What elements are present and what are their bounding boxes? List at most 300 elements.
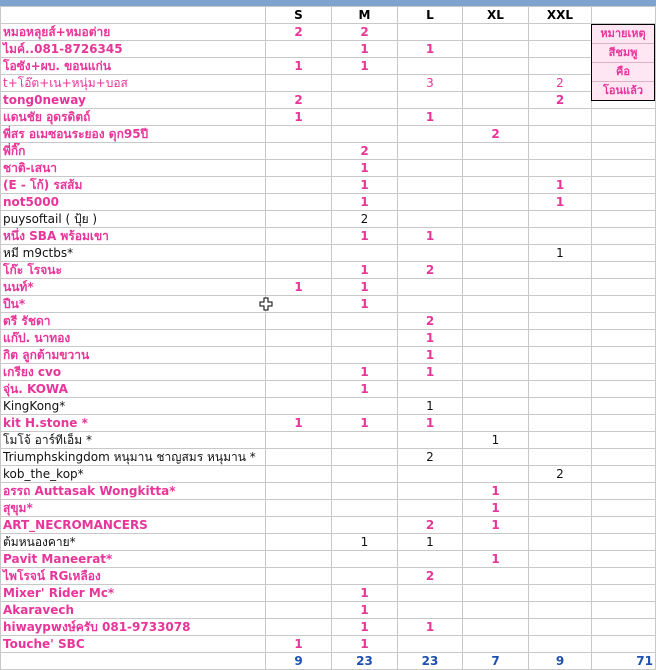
cell-xl[interactable]: [463, 24, 529, 41]
cell-note[interactable]: [592, 432, 656, 449]
cell-s[interactable]: [266, 602, 332, 619]
cell-xl[interactable]: [463, 313, 529, 330]
cell-xl[interactable]: [463, 194, 529, 211]
row-name: ตรี รัชดา: [3, 314, 51, 328]
cell-xl[interactable]: [463, 262, 529, 279]
cell-l[interactable]: [398, 517, 463, 534]
cell-s[interactable]: [266, 228, 332, 245]
cell-xxl[interactable]: [529, 483, 592, 500]
cell-m[interactable]: [332, 143, 398, 160]
cell-xxl[interactable]: [529, 58, 592, 75]
cell-l[interactable]: [398, 262, 463, 279]
cell-xl[interactable]: [463, 381, 529, 398]
cell-xxl-value: 1: [555, 195, 565, 209]
cell-xxl[interactable]: [529, 296, 592, 313]
table-row: [1, 41, 656, 58]
cell-s[interactable]: [266, 143, 332, 160]
cell-xl[interactable]: [463, 92, 529, 109]
cell-note[interactable]: [592, 211, 656, 228]
cell-m[interactable]: [332, 245, 398, 262]
cell-xl[interactable]: [463, 500, 529, 517]
cell-m[interactable]: [332, 534, 398, 551]
cell-note[interactable]: [592, 347, 656, 364]
table-row: [1, 24, 656, 41]
cell-xxl[interactable]: [529, 602, 592, 619]
row-name-cell[interactable]: [1, 432, 266, 449]
cell-l[interactable]: [398, 160, 463, 177]
cell-s[interactable]: [266, 41, 332, 58]
cell-xl[interactable]: [463, 228, 529, 245]
cell-note[interactable]: [592, 619, 656, 636]
cell-m[interactable]: [332, 568, 398, 585]
cell-m[interactable]: [332, 41, 398, 58]
cell-note[interactable]: [592, 330, 656, 347]
total-m[interactable]: 23: [332, 653, 398, 670]
cell-xl[interactable]: [463, 551, 529, 568]
cell-l-value: 1: [425, 331, 435, 345]
row-name-cell[interactable]: [1, 347, 266, 364]
table-row: [1, 58, 656, 75]
cell-note[interactable]: [592, 551, 656, 568]
cell-s[interactable]: [266, 347, 332, 364]
cell-xxl[interactable]: [529, 347, 592, 364]
cell-s[interactable]: [266, 262, 332, 279]
cell-l[interactable]: [398, 194, 463, 211]
cell-l[interactable]: [398, 143, 463, 160]
cell-m[interactable]: [332, 296, 398, 313]
cell-s[interactable]: [266, 534, 332, 551]
cell-l[interactable]: [398, 636, 463, 653]
cell-m[interactable]: [332, 194, 398, 211]
cell-s[interactable]: [266, 194, 332, 211]
row-name: เกรียง cvo: [3, 365, 62, 379]
cell-m[interactable]: [332, 126, 398, 143]
cell-xl[interactable]: [463, 143, 529, 160]
cell-s[interactable]: [266, 432, 332, 449]
cell-l[interactable]: [398, 313, 463, 330]
cell-m[interactable]: [332, 500, 398, 517]
row-name-cell[interactable]: [1, 364, 266, 381]
cell-xxl[interactable]: [529, 313, 592, 330]
cell-l[interactable]: [398, 75, 463, 92]
row-name-cell[interactable]: [1, 41, 266, 58]
row-name-cell[interactable]: [1, 619, 266, 636]
cell-note[interactable]: [592, 296, 656, 313]
cell-xxl[interactable]: [529, 619, 592, 636]
cell-l[interactable]: [398, 398, 463, 415]
cell-m[interactable]: [332, 585, 398, 602]
cell-l[interactable]: [398, 500, 463, 517]
cell-l[interactable]: [398, 364, 463, 381]
cell-note[interactable]: [592, 500, 656, 517]
cell-xl[interactable]: [463, 364, 529, 381]
cell-s[interactable]: [266, 619, 332, 636]
cell-m[interactable]: [332, 636, 398, 653]
total-xxl[interactable]: 9: [529, 653, 592, 670]
cell-xxl[interactable]: [529, 75, 592, 92]
cell-l[interactable]: [398, 347, 463, 364]
cell-s[interactable]: [266, 449, 332, 466]
cell-l[interactable]: [398, 551, 463, 568]
row-name: พี่กิ๊ก: [3, 144, 26, 158]
cell-s[interactable]: [266, 517, 332, 534]
totals-label-cell[interactable]: [1, 653, 266, 670]
cell-l[interactable]: [398, 602, 463, 619]
cell-xxl[interactable]: [529, 517, 592, 534]
row-name-cell[interactable]: [1, 568, 266, 585]
cell-note[interactable]: [592, 636, 656, 653]
cell-xxl[interactable]: [529, 262, 592, 279]
cell-xl[interactable]: [463, 534, 529, 551]
cell-m[interactable]: [332, 160, 398, 177]
total-l[interactable]: 23: [398, 653, 463, 670]
table-row: [1, 364, 656, 381]
cell-xxl[interactable]: [529, 177, 592, 194]
row-name-cell[interactable]: [1, 245, 266, 262]
cell-l[interactable]: [398, 381, 463, 398]
row-name-cell[interactable]: [1, 415, 266, 432]
row-name-cell[interactable]: [1, 500, 266, 517]
cell-xxl[interactable]: [529, 109, 592, 126]
cell-s[interactable]: [266, 568, 332, 585]
cell-m-value: 1: [360, 195, 369, 209]
cell-note[interactable]: [592, 126, 656, 143]
cell-m[interactable]: [332, 24, 398, 41]
cell-xl[interactable]: [463, 432, 529, 449]
cell-xl[interactable]: [463, 602, 529, 619]
cell-m[interactable]: [332, 211, 398, 228]
cell-l[interactable]: [398, 449, 463, 466]
cell-xxl[interactable]: [529, 381, 592, 398]
table-row: [1, 296, 656, 313]
row-name-cell[interactable]: [1, 449, 266, 466]
cell-note[interactable]: [592, 143, 656, 160]
cell-l[interactable]: [398, 245, 463, 262]
cell-m[interactable]: [332, 347, 398, 364]
cell-note[interactable]: [592, 585, 656, 602]
cell-xl[interactable]: [463, 483, 529, 500]
cell-m[interactable]: [332, 449, 398, 466]
cell-s-value: 1: [294, 59, 303, 73]
cell-s[interactable]: [266, 500, 332, 517]
cell-m[interactable]: [332, 602, 398, 619]
row-name-cell[interactable]: [1, 517, 266, 534]
cell-m[interactable]: [332, 177, 398, 194]
cell-s[interactable]: [266, 381, 332, 398]
row-name: หมอหลุยส์+หมอต่าย: [3, 25, 111, 39]
cell-s[interactable]: [266, 330, 332, 347]
cell-note[interactable]: [592, 398, 656, 415]
cell-s[interactable]: [266, 279, 332, 296]
cell-s[interactable]: [266, 245, 332, 262]
cell-xl[interactable]: [463, 517, 529, 534]
cell-xl[interactable]: [463, 126, 529, 143]
cell-xxl[interactable]: [529, 466, 592, 483]
cell-m[interactable]: [332, 619, 398, 636]
cell-m[interactable]: [332, 432, 398, 449]
header-s[interactable]: S: [266, 7, 332, 24]
cell-note[interactable]: [592, 517, 656, 534]
cell-note[interactable]: [592, 279, 656, 296]
cell-l[interactable]: [398, 296, 463, 313]
row-name-cell[interactable]: [1, 381, 266, 398]
cell-xl[interactable]: [463, 75, 529, 92]
header-m[interactable]: M: [332, 7, 398, 24]
table-row: [1, 551, 656, 568]
cell-m[interactable]: [332, 398, 398, 415]
row-name-cell[interactable]: [1, 109, 266, 126]
cell-note[interactable]: [592, 466, 656, 483]
cell-l[interactable]: [398, 432, 463, 449]
row-name-cell[interactable]: [1, 194, 266, 211]
cell-xxl[interactable]: [529, 228, 592, 245]
cell-note[interactable]: [592, 228, 656, 245]
cell-l[interactable]: [398, 109, 463, 126]
cell-s[interactable]: [266, 160, 332, 177]
cell-s[interactable]: [266, 177, 332, 194]
cell-note[interactable]: [592, 381, 656, 398]
cell-m[interactable]: [332, 415, 398, 432]
cell-xl[interactable]: [463, 347, 529, 364]
cell-xxl[interactable]: [529, 279, 592, 296]
cell-s[interactable]: [266, 211, 332, 228]
cell-s[interactable]: [266, 398, 332, 415]
cell-m[interactable]: [332, 483, 398, 500]
cell-l[interactable]: [398, 534, 463, 551]
cell-l[interactable]: [398, 126, 463, 143]
cell-note[interactable]: [592, 109, 656, 126]
row-name: ชาติ-เสนา: [3, 161, 58, 175]
cell-note[interactable]: [592, 177, 656, 194]
cell-xxl[interactable]: [529, 143, 592, 160]
cell-xxl[interactable]: [529, 245, 592, 262]
row-name-cell[interactable]: [1, 24, 266, 41]
header-name[interactable]: [1, 7, 266, 24]
row-name: not5000: [3, 195, 59, 209]
cell-l[interactable]: [398, 585, 463, 602]
row-name-cell[interactable]: [1, 126, 266, 143]
cell-m[interactable]: [332, 330, 398, 347]
cell-m[interactable]: [332, 228, 398, 245]
row-name-cell[interactable]: [1, 92, 266, 109]
cell-xxl[interactable]: [529, 585, 592, 602]
cell-s[interactable]: [266, 109, 332, 126]
cell-s[interactable]: [266, 483, 332, 500]
cell-s-value: 2: [294, 93, 303, 107]
cell-xxl[interactable]: [529, 551, 592, 568]
cell-xxl[interactable]: [529, 500, 592, 517]
cell-xxl[interactable]: [529, 41, 592, 58]
cell-xl[interactable]: [463, 177, 529, 194]
cell-m[interactable]: [332, 109, 398, 126]
row-name-cell[interactable]: [1, 228, 266, 245]
row-name-cell[interactable]: [1, 58, 266, 75]
cell-l[interactable]: [398, 41, 463, 58]
cell-s[interactable]: [266, 636, 332, 653]
row-name-cell[interactable]: [1, 398, 266, 415]
cell-xl[interactable]: [463, 58, 529, 75]
row-name-cell[interactable]: [1, 551, 266, 568]
row-name-cell[interactable]: [1, 636, 266, 653]
cell-s[interactable]: [266, 364, 332, 381]
cell-l[interactable]: [398, 415, 463, 432]
cell-xl[interactable]: [463, 415, 529, 432]
cell-note[interactable]: [592, 534, 656, 551]
cell-xxl[interactable]: [529, 398, 592, 415]
cell-note[interactable]: [592, 262, 656, 279]
cell-xl[interactable]: [463, 636, 529, 653]
cell-s[interactable]: [266, 313, 332, 330]
row-name-cell[interactable]: [1, 313, 266, 330]
cell-note[interactable]: [592, 483, 656, 500]
cell-l-value: 1: [425, 620, 435, 634]
cell-xxl[interactable]: [529, 415, 592, 432]
total-xl[interactable]: 7: [463, 653, 529, 670]
cell-xxl[interactable]: [529, 568, 592, 585]
cell-xl[interactable]: [463, 279, 529, 296]
table-row: [1, 585, 656, 602]
cell-m[interactable]: [332, 75, 398, 92]
cell-m[interactable]: [332, 262, 398, 279]
cell-xxl[interactable]: [529, 211, 592, 228]
cell-xxl[interactable]: [529, 449, 592, 466]
table-row: [1, 194, 656, 211]
cell-xxl[interactable]: [529, 330, 592, 347]
row-name-cell[interactable]: [1, 160, 266, 177]
cell-l[interactable]: [398, 92, 463, 109]
row-name-cell[interactable]: [1, 466, 266, 483]
table-row: [1, 636, 656, 653]
cell-xl[interactable]: [463, 466, 529, 483]
row-name: ต้มหนองคาย*: [3, 535, 76, 549]
cell-s[interactable]: [266, 24, 332, 41]
row-name: จุ่น. KOWA: [3, 382, 68, 396]
cell-m[interactable]: [332, 551, 398, 568]
row-name-cell[interactable]: [1, 602, 266, 619]
cell-note[interactable]: [592, 313, 656, 330]
cell-xxl[interactable]: [529, 160, 592, 177]
cell-s-value: 1: [294, 416, 303, 430]
cell-m[interactable]: [332, 364, 398, 381]
cell-m-value: 1: [360, 178, 369, 192]
cell-note[interactable]: [592, 364, 656, 381]
cell-xl[interactable]: [463, 585, 529, 602]
row-name-cell[interactable]: [1, 177, 266, 194]
cell-l[interactable]: [398, 279, 463, 296]
row-name-cell[interactable]: [1, 279, 266, 296]
row-name-cell[interactable]: [1, 534, 266, 551]
cell-s[interactable]: [266, 296, 332, 313]
total-grand[interactable]: 71: [592, 653, 656, 670]
cell-m-value: 1: [360, 297, 369, 311]
cell-xxl[interactable]: [529, 24, 592, 41]
cell-m[interactable]: [332, 58, 398, 75]
cell-xl[interactable]: [463, 449, 529, 466]
cell-xxl[interactable]: [529, 636, 592, 653]
cell-s-value: 1: [294, 637, 303, 651]
cell-xl[interactable]: [463, 160, 529, 177]
cell-note[interactable]: [592, 245, 656, 262]
cell-note[interactable]: [592, 449, 656, 466]
cell-note[interactable]: [592, 194, 656, 211]
header-note[interactable]: [592, 7, 656, 24]
row-name-cell[interactable]: [1, 262, 266, 279]
cell-xl[interactable]: [463, 41, 529, 58]
total-s[interactable]: 9: [266, 653, 332, 670]
cell-s[interactable]: [266, 58, 332, 75]
cell-xxl[interactable]: [529, 534, 592, 551]
cell-xl[interactable]: [463, 398, 529, 415]
cell-l[interactable]: [398, 466, 463, 483]
cell-l[interactable]: [398, 211, 463, 228]
row-name-cell[interactable]: [1, 330, 266, 347]
cell-s[interactable]: [266, 466, 332, 483]
cell-xxl[interactable]: [529, 194, 592, 211]
cell-l[interactable]: [398, 24, 463, 41]
cell-l[interactable]: [398, 568, 463, 585]
cell-xxl[interactable]: [529, 364, 592, 381]
row-name-cell[interactable]: [1, 483, 266, 500]
cell-m[interactable]: [332, 381, 398, 398]
cell-xl[interactable]: [463, 568, 529, 585]
cell-note[interactable]: [592, 568, 656, 585]
cell-l[interactable]: [398, 619, 463, 636]
cell-xl[interactable]: [463, 330, 529, 347]
cell-xxl[interactable]: [529, 92, 592, 109]
cell-s[interactable]: [266, 585, 332, 602]
cell-note[interactable]: [592, 602, 656, 619]
cell-l[interactable]: [398, 228, 463, 245]
header-xxl[interactable]: XXL: [529, 7, 592, 24]
cell-xl[interactable]: [463, 211, 529, 228]
cell-xl[interactable]: [463, 619, 529, 636]
cell-m[interactable]: [332, 313, 398, 330]
row-name-cell[interactable]: [1, 143, 266, 160]
row-name-cell[interactable]: [1, 296, 266, 313]
cell-m[interactable]: [332, 92, 398, 109]
row-name: (E - โก้) รสส้ม: [3, 178, 83, 192]
cell-m[interactable]: [332, 466, 398, 483]
row-name-cell[interactable]: [1, 211, 266, 228]
cell-m[interactable]: [332, 279, 398, 296]
header-xl[interactable]: XL: [463, 7, 529, 24]
table-row: [1, 75, 656, 92]
cell-s[interactable]: [266, 92, 332, 109]
cell-l[interactable]: [398, 58, 463, 75]
table-row: [1, 517, 656, 534]
cell-xl[interactable]: [463, 109, 529, 126]
cell-s[interactable]: [266, 75, 332, 92]
cell-xxl[interactable]: [529, 126, 592, 143]
cell-xxl[interactable]: [529, 432, 592, 449]
cell-note[interactable]: [592, 160, 656, 177]
header-l[interactable]: L: [398, 7, 463, 24]
cell-s[interactable]: [266, 551, 332, 568]
cell-note[interactable]: [592, 415, 656, 432]
row-name-cell[interactable]: [1, 75, 266, 92]
table-row: [1, 160, 656, 177]
cell-l[interactable]: [398, 177, 463, 194]
cell-l-value: 3: [426, 76, 434, 90]
cell-s[interactable]: [266, 415, 332, 432]
cell-s[interactable]: [266, 126, 332, 143]
cell-xl[interactable]: [463, 245, 529, 262]
cell-l[interactable]: [398, 330, 463, 347]
cell-m[interactable]: [332, 517, 398, 534]
row-name-cell[interactable]: [1, 585, 266, 602]
cell-xl[interactable]: [463, 296, 529, 313]
cell-l[interactable]: [398, 483, 463, 500]
